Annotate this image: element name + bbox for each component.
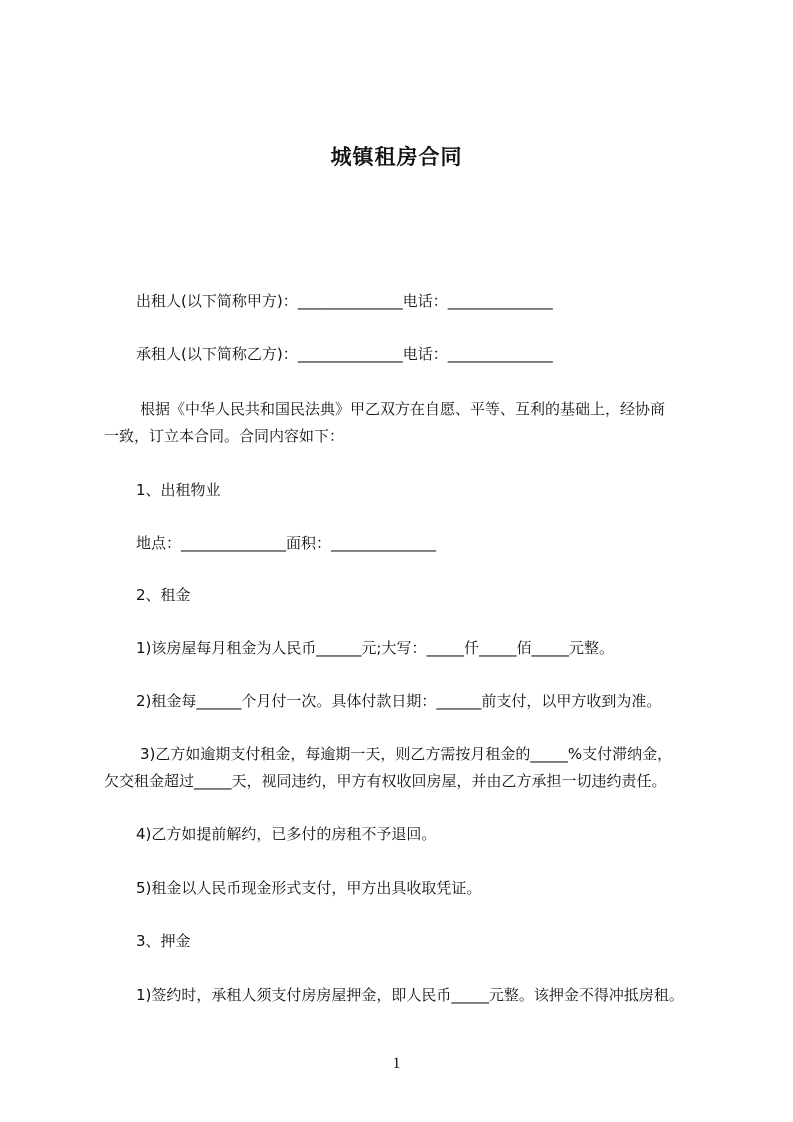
rent-item-4: 4)乙方如提前解约，已多付的房租不予退回。 bbox=[136, 825, 437, 843]
deposit-item-1: 1)签约时，承租人须支付房房屋押金，即人民币_____元整。该押金不得冲抵房租。 bbox=[136, 986, 684, 1004]
rent-item-3-line-1: 3)乙方如逾期支付租金，每逾期一天，则乙方需按月租金的_____%支付滞纳金， bbox=[140, 745, 673, 763]
rent-item-1: 1)该房屋每月租金为人民币______元;大写：_____仟_____佰_____元整。 bbox=[136, 639, 614, 657]
lessee-line: 承租人(以下简称乙方)：______________电话：______________ bbox=[136, 345, 553, 363]
page-number: 1 bbox=[392, 1055, 401, 1072]
document-title: 城镇租房合同 bbox=[330, 145, 463, 169]
rent-item-5: 5)租金以人民币现金形式支付，甲方出具收取凭证。 bbox=[136, 879, 482, 897]
section-1-heading: 1、出租物业 bbox=[136, 481, 221, 499]
section-3-heading: 3、押金 bbox=[136, 932, 191, 950]
lessor-line: 出租人(以下简称甲方)：______________电话：______________ bbox=[136, 292, 553, 310]
preamble-line-2: 一致，订立本合同。合同内容如下： bbox=[104, 427, 345, 445]
section-2-heading: 2、租金 bbox=[136, 586, 191, 604]
location-area-line: 地点：______________面积：______________ bbox=[136, 534, 437, 552]
rent-item-2: 2)租金每______个月付一次。具体付款日期：______前支付，以甲方收到为准。 bbox=[136, 692, 662, 710]
rent-item-3-line-2: 欠交租金超过_____天，视同违约，甲方有权收回房屋，并由乙方承担一切违约责任。 bbox=[104, 772, 667, 790]
preamble-line-1: 根据《中华人民共和国民法典》甲乙双方在自愿、平等、互利的基础上，经协商 bbox=[140, 400, 666, 418]
